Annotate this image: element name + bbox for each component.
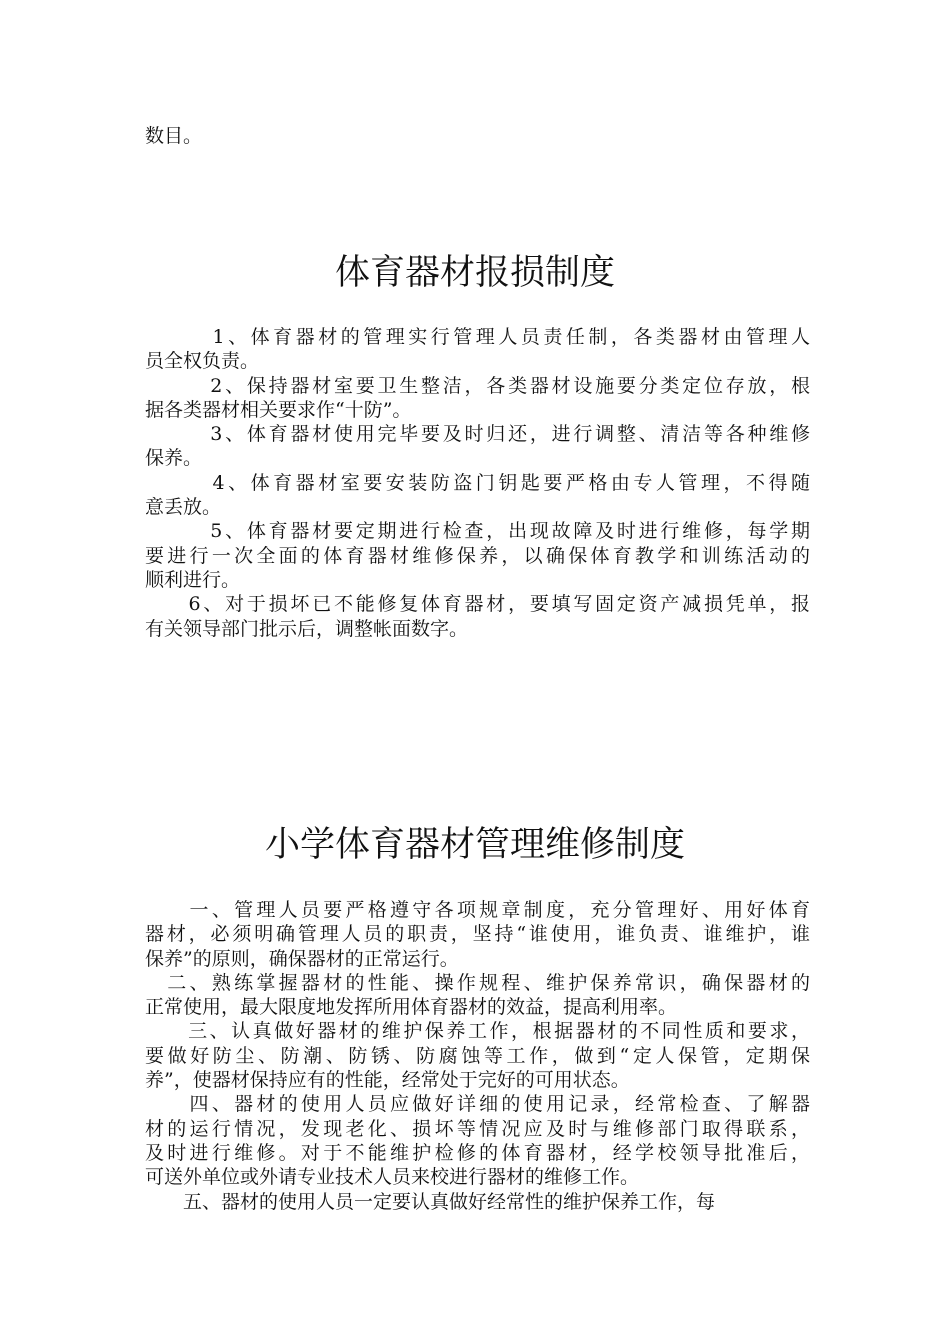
section1-item5-line1: 5、体育器材要定期进行检查，出现故障及时进行维修，每学期 <box>145 520 810 543</box>
section1-item4-line2: 意丢放。 <box>145 496 222 519</box>
section1-body <box>145 325 810 641</box>
section1-item6-line1: 6、对于损坏已不能修复体育器材，要填写固定资产减损凭单，报 <box>145 593 810 616</box>
section1-item3-line1: 3、体育器材使用完毕要及时归还，进行调整、清洁等各种维修 <box>145 423 810 446</box>
section1-item2-line2: 据各类器材相关要求作“十防”。 <box>145 398 412 421</box>
section1-item6-line2: 有关领导部门批示后，调整帐面数字。 <box>145 617 469 640</box>
section2-item4-line4: 可送外单位或外请专业技术人员来校进行器材的维修工作。 <box>145 1166 640 1189</box>
section2-item2-line1: 二、熟练掌握器材的性能、操作规程、维护保养常识，确保器材的 <box>145 971 810 994</box>
section2-item2-line2: 正常使用，最大限度地发挥所用体育器材的效益，提高利用率。 <box>145 996 678 1019</box>
section1-item4-line1: 4、体育器材室要安装防盗门钥匙要严格由专人管理，不得随 <box>145 471 810 494</box>
section2-item1-line1: 一、管理人员要严格遵守各项规章制度，充分管理好、用好体育 <box>145 899 810 921</box>
section1-item3-line2: 保养。 <box>145 447 203 470</box>
section2-body <box>145 898 810 1214</box>
section2-item4-line1: 四、器材的使用人员应做好详细的使用记录，经常检查、了解器 <box>145 1093 810 1116</box>
section1-item1-line1: 1、体育器材的管理实行管理人员责任制，各类器材由管理人 <box>145 326 810 348</box>
section1-title: 体育器材报损制度 <box>334 253 615 293</box>
top-fragment-text: 数目。 <box>145 125 203 147</box>
section1-item2-line1: 2、保持器材室要卫生整洁，各类器材设施要分类定位存放，根 <box>145 374 810 397</box>
section2-item5-line1: 五、器材的使用人员一定要认真做好经常性的维护保养工作，每 <box>145 1190 716 1213</box>
section1-item1-line2: 员全权负责。 <box>145 350 260 373</box>
section2-item4-line2: 材的运行情况，发现老化、损坏等情况应及时与维修部门取得联系， <box>145 1117 810 1140</box>
section1-item5-line2: 要进行一次全面的体育器材维修保养，以确保体育教学和训练活动的 <box>145 544 810 567</box>
section2-title: 小学体育器材管理维修制度 <box>264 825 685 865</box>
section2-item3-line1: 三、认真做好器材的维护保养工作，根据器材的不同性质和要求， <box>145 1020 810 1043</box>
section2-item1-line3: 保养”的原则，确保器材的正常运行。 <box>145 947 459 970</box>
section2-item1-line2: 器材，必须明确管理人员的职责，坚持“谁使用，谁负责、谁维护，谁 <box>145 923 810 946</box>
section2-item3-line3: 养”，使器材保持应有的性能，经常处于完好的可用状态。 <box>145 1069 630 1092</box>
section1-item5-line3: 顺利进行。 <box>145 568 241 591</box>
section2-item3-line2: 要做好防尘、防潮、防锈、防腐蚀等工作，做到“定人保管，定期保 <box>145 1044 810 1067</box>
section2-item4-line3: 及时进行维修。对于不能维护检修的体育器材，经学校领导批准后， <box>145 1141 810 1164</box>
